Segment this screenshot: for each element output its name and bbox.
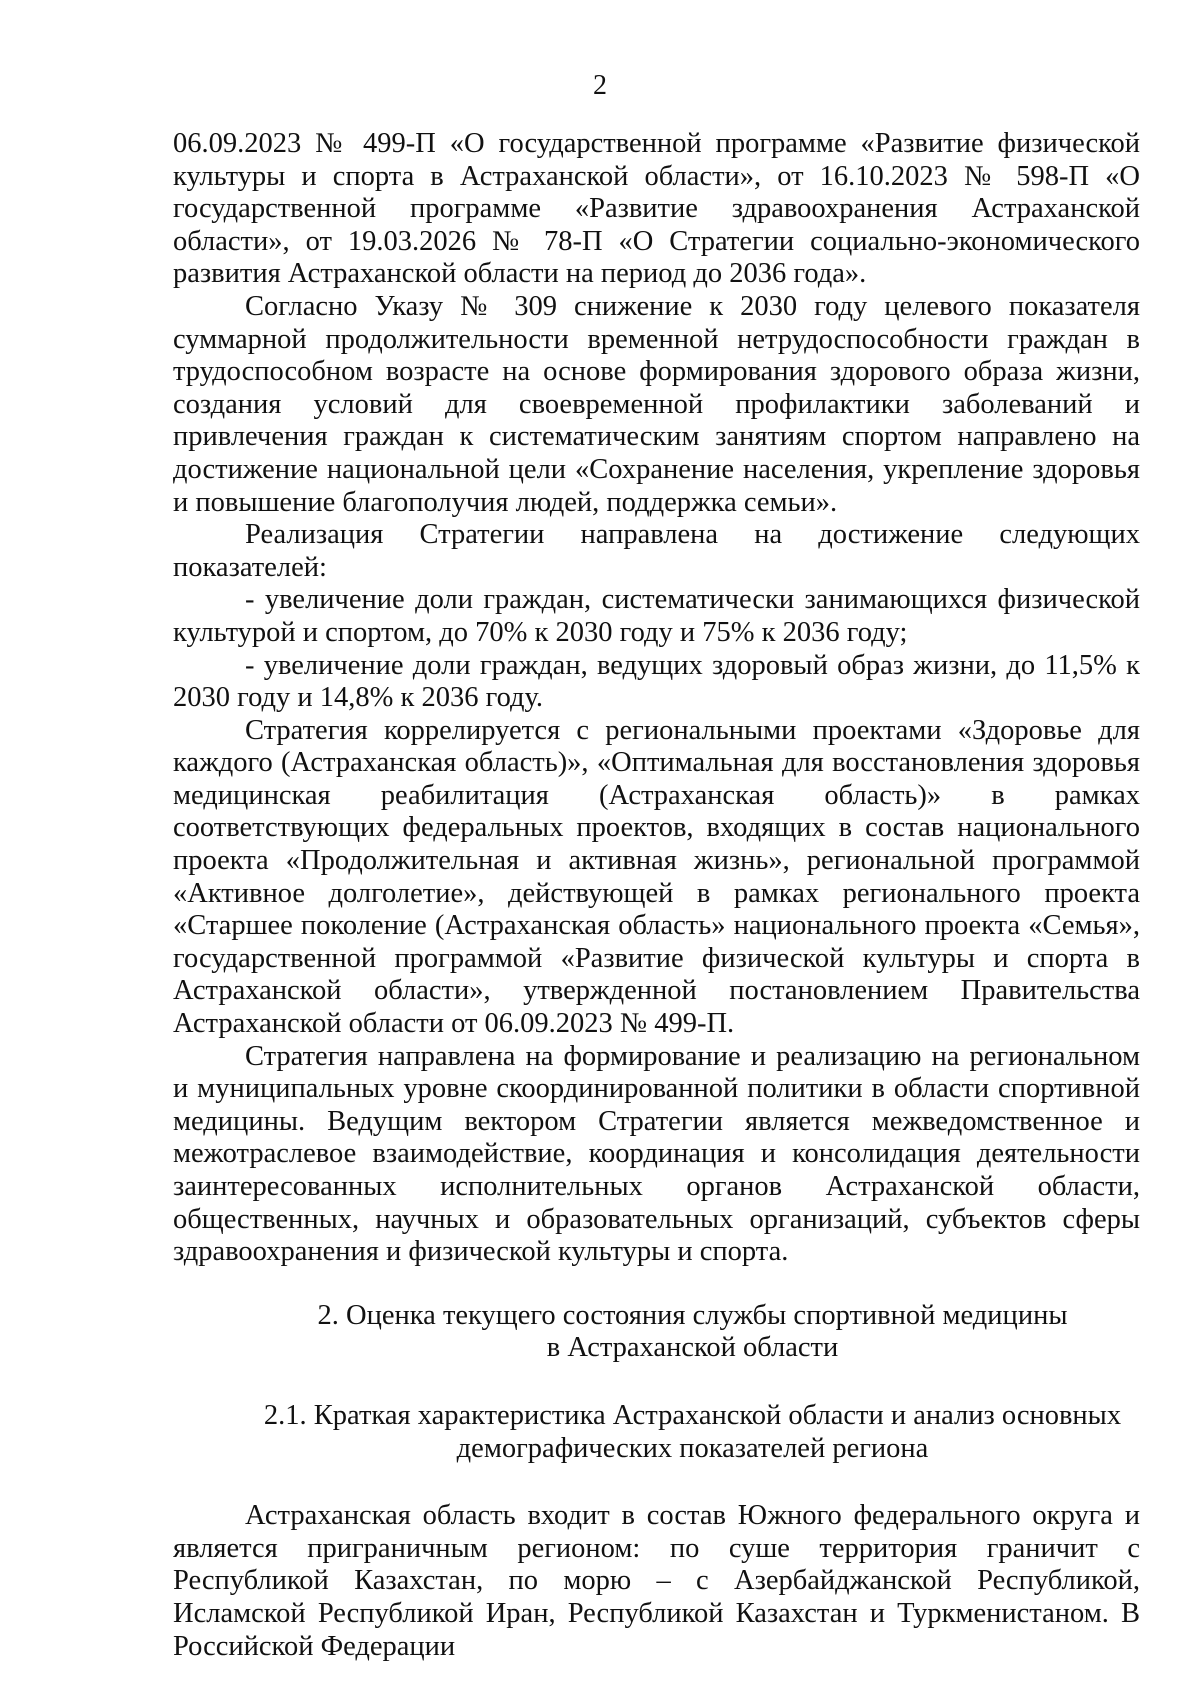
paragraph-region-description: Астраханская область входит в состав Южного федерального округа и является приграничным регионом: по суше территория граничит с Республикой Казахстан, по морю – с Азербайджанской Республикой, Исламской Республикой Иран, Республикой Казахстан и Туркменистаном. В Российской Федерации (173, 1500, 1140, 1662)
paragraph-indicator-sport: - увеличение доли граждан, систематически занимающихся физической культурой и спортом, до 70% к 2030 году и 75% к 2036 году; (173, 584, 1140, 648)
page-number: 2 (593, 70, 607, 101)
subsection-heading-line1: 2.1. Краткая характеристика Астраханской области и анализ основных (263, 1399, 1122, 1431)
paragraph-strategy-direction: Стратегия направлена на формирование и реализацию на региональном и муниципальных уровне скоординированной политики в области спортивной медицины. Ведущим вектором Стратегии является межведомственное и межотраслевое взаимодействие, координация и консолидация деятельности заинтересованных исполнительных органов Астраханской области, общественных, научных и образовательных организаций, субъектов сферы здравоохранения и физической культуры и спорта. (173, 1040, 1140, 1268)
subsection-heading (173, 1400, 1140, 1465)
paragraph-indicator-healthy-lifestyle: - увеличение доли граждан, ведущих здоровый образ жизни, до 11,5% к 2030 году и 14,8% к 2036 году. (173, 649, 1140, 714)
section-heading-line2: в Астраханской области (546, 1332, 839, 1364)
document-body (173, 128, 1140, 1663)
paragraph-continuation: 06.09.2023 № 499-П «О государственной программе «Развитие физической культуры и спорта в Астраханской области», от 16.10.2023 № 598-П «О государственной программе «Развитие здравоохранения Астраханской области», от 19.03.2026 № 78-П «О Стратегии социально-экономического развития Астраханской области на период до 2036 года». (173, 128, 1140, 290)
section-heading (173, 1300, 1140, 1365)
paragraph-decree-309: Согласно Указу № 309 снижение к 2030 году целевого показателя суммарной продолжительности временной нетрудоспособности граждан в трудоспособном возрасте на основе формирования здорового образа жизни, создания условий для своевременной профилактики заболеваний и привлечения граждан к систематическим занятиям спортом направлено на достижение национальной цели «Сохранение населения, укрепление здоровья и повышение благополучия людей, поддержка семьи». (173, 290, 1140, 518)
section-heading-line1: 2. Оценка текущего состояния службы спортивной медицины (317, 1299, 1068, 1331)
paragraph-indicators-intro: Реализация Стратегии направлена на достижение следующих показателей: (173, 519, 1140, 583)
paragraph-regional-projects: Стратегия коррелируется с региональными проектами «Здоровье для каждого (Астраханская область)», «Оптимальная для восстановления здоровья медицинская реабилитация (Астраханская область)» в рамках соответствующих федеральных проектов, входящих в состав национального проекта «Продолжительная и активная жизнь», региональной программой «Активное долголетие», действующей в рамках регионального проекта «Старшее поколение (Астраханская область» национального проекта «Семья», государственной программой «Развитие физической культуры и спорта в Астраханской области», утвержденной постановлением Правительства Астраханской области от 06.09.2023 № 499-П. (173, 714, 1140, 1040)
subsection-heading-line2: демографических показателей региона (456, 1432, 929, 1464)
